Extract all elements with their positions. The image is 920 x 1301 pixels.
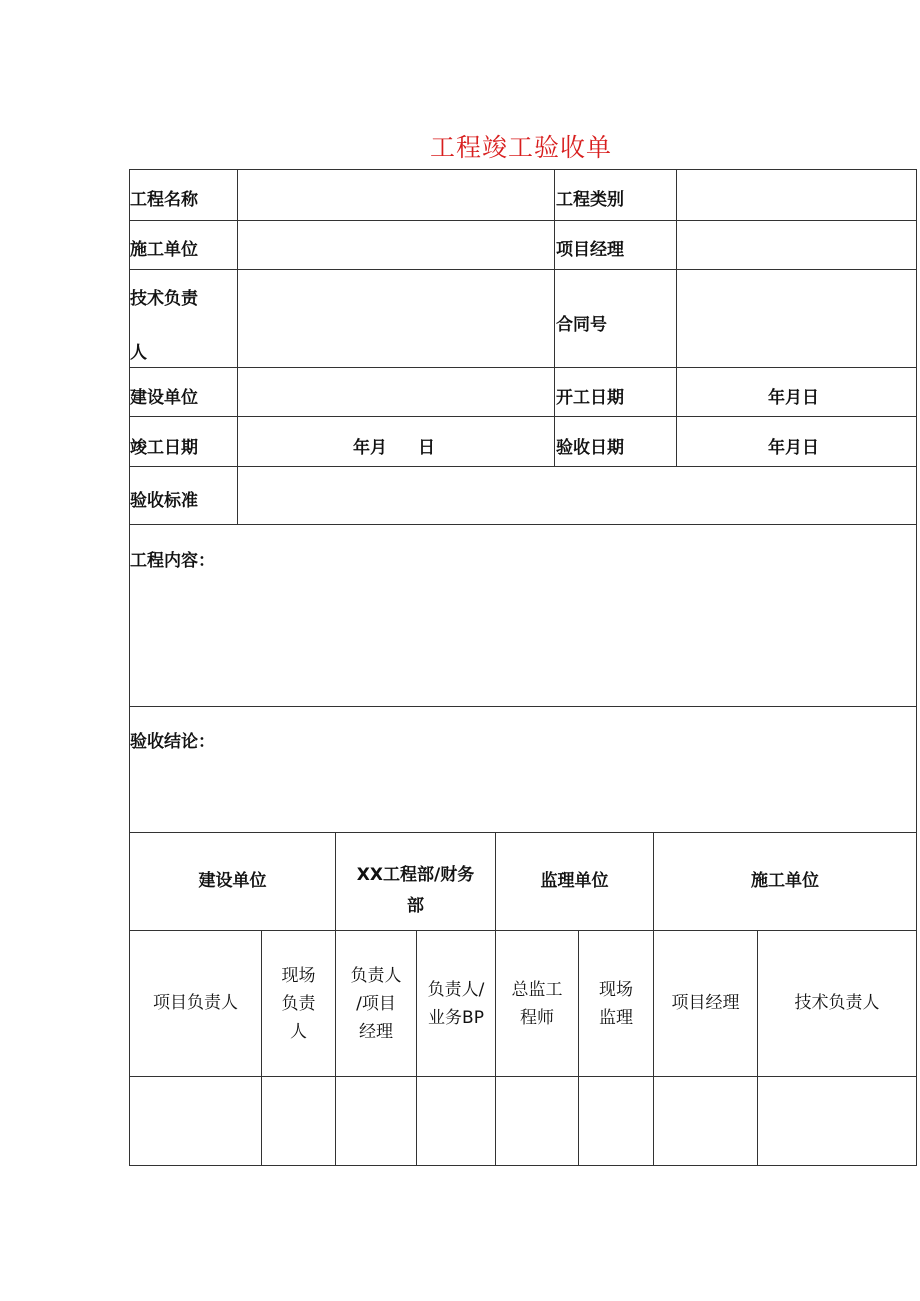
project-content-area[interactable]: [130, 575, 916, 705]
signoff-group-department-line2: 部: [407, 895, 424, 916]
signature-dept-bp[interactable]: [417, 1077, 495, 1165]
signature-builder-project-lead[interactable]: [130, 1077, 261, 1165]
role-builder-site-lead-line1: 现场: [281, 965, 316, 986]
signoff-group-supervisor-text: 监理单位: [540, 871, 609, 891]
signature-contractor-tech-lead[interactable]: [758, 1077, 916, 1165]
role-site-supervisor: [579, 931, 653, 1076]
role-contractor-tech-lead-text: 技术负责人: [794, 993, 880, 1013]
completion-date-day[interactable]: 日: [418, 438, 435, 458]
role-builder-site-lead-line3: 人: [290, 1021, 307, 1042]
project-manager-label: 项目经理: [556, 240, 624, 260]
start-date-value[interactable]: 年月日: [768, 388, 819, 408]
role-chief-supervisor: [496, 931, 578, 1076]
completion-date-label: 竣工日期: [130, 438, 198, 458]
signoff-group-supervisor: [496, 833, 653, 930]
role-dept-lead: 负责人 /项目 经理: [336, 931, 416, 1076]
role-dept-bp-line2: 业务BP: [428, 1007, 484, 1028]
project-name-label: 工程名称: [130, 190, 198, 210]
role-dept-bp-line1: 负责人/: [427, 979, 485, 1000]
role-contractor-tech-lead: [758, 931, 916, 1076]
role-builder-project-lead: [130, 931, 261, 1076]
contract-no-field[interactable]: [677, 270, 916, 367]
project-content-label: 工程内容：: [130, 551, 215, 571]
signature-site-supervisor[interactable]: [579, 1077, 653, 1165]
document-title: 工程竣工验收单: [429, 133, 612, 162]
project-category-field[interactable]: [677, 170, 916, 220]
signoff-group-department-line1: XX工程部/财务: [356, 864, 475, 885]
acceptance-conclusion-label: 验收结论：: [130, 732, 215, 752]
acceptance-standard-label: 验收标准: [130, 491, 198, 511]
role-site-supervisor-line1: 现场: [599, 979, 633, 1000]
role-dept-lead-line3: 经理: [359, 1021, 393, 1042]
tech-lead-label-line2: 人: [130, 343, 147, 363]
completion-date-year-month[interactable]: 年月: [353, 438, 387, 458]
start-date-label: 开工日期: [556, 388, 624, 408]
builder-unit-label: 建设单位: [130, 388, 198, 408]
acceptance-standard-field[interactable]: [238, 467, 916, 524]
construction-unit-field[interactable]: [238, 221, 554, 269]
role-dept-lead-line1: 负责人: [350, 965, 402, 986]
signature-builder-site-lead[interactable]: [262, 1077, 335, 1165]
project-manager-field[interactable]: [677, 221, 916, 269]
construction-unit-label: 施工单位: [130, 240, 198, 260]
builder-unit-field[interactable]: [238, 368, 554, 416]
role-site-supervisor-line2: 监理: [599, 1007, 633, 1028]
tech-lead-field[interactable]: [238, 270, 554, 367]
acceptance-date-value[interactable]: 年月日: [768, 438, 819, 458]
role-contractor-pm-text: 项目经理: [671, 993, 740, 1013]
role-chief-supervisor-line1: 总监工: [511, 979, 563, 1000]
acceptance-date-label: 验收日期: [556, 438, 624, 458]
tech-lead-label-line1: 技术负责: [130, 289, 198, 309]
role-contractor-pm: [654, 931, 757, 1076]
role-chief-supervisor-line2: 程师: [520, 1007, 554, 1028]
signature-dept-lead[interactable]: [336, 1077, 416, 1165]
signoff-group-department: [336, 833, 495, 930]
signoff-group-builder: [130, 833, 335, 930]
contract-no-label: 合同号: [556, 315, 607, 335]
signature-chief-supervisor[interactable]: [496, 1077, 578, 1165]
role-builder-project-lead-text: 项目负责人: [153, 993, 238, 1013]
signoff-group-contractor-text: 施工单位: [751, 871, 819, 891]
role-dept-bp: [417, 931, 495, 1076]
signoff-group-builder-text: 建设单位: [198, 871, 267, 891]
project-category-label: 工程类别: [556, 190, 624, 210]
signature-contractor-pm[interactable]: [654, 1077, 757, 1165]
acceptance-conclusion-area[interactable]: [130, 756, 916, 831]
project-name-field[interactable]: [238, 170, 554, 220]
signoff-group-contractor: [654, 833, 916, 930]
role-builder-site-lead: 现场 负责 人: [262, 931, 335, 1076]
